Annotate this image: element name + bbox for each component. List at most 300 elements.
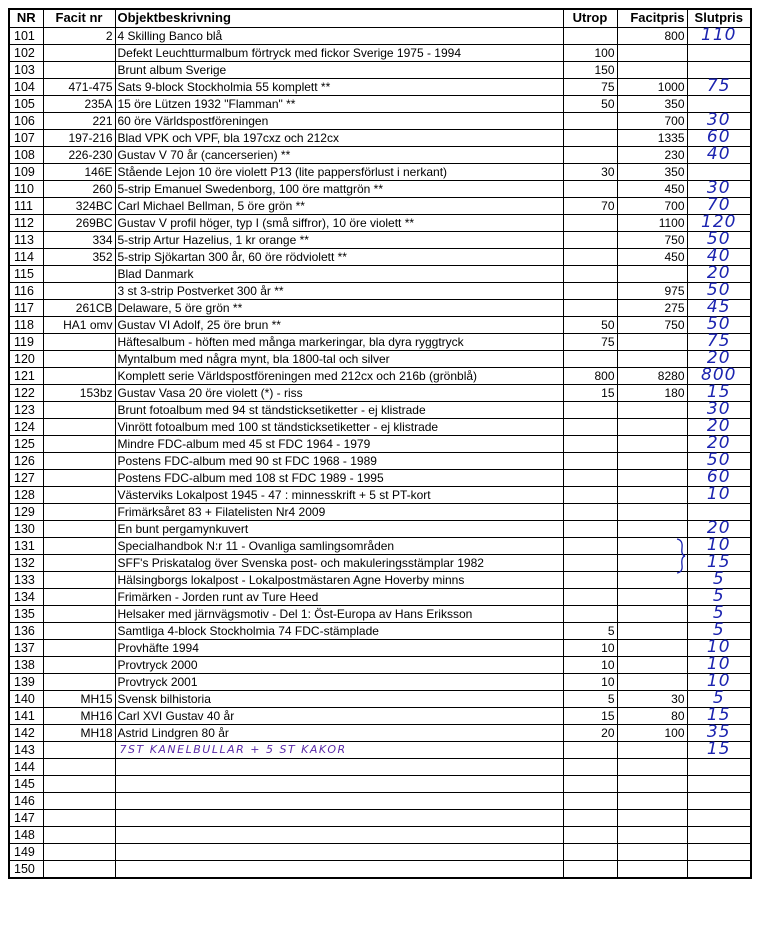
cell-facit-price: 450 bbox=[617, 248, 687, 265]
cell-facit-nr bbox=[43, 622, 115, 639]
cell-final-price: 5 bbox=[687, 588, 751, 605]
cell-facit-price: 275 bbox=[617, 299, 687, 316]
cell-final-price: 10 bbox=[687, 537, 751, 554]
cell-facit-nr bbox=[43, 792, 115, 809]
cell-start-price bbox=[563, 418, 617, 435]
cell-start-price bbox=[563, 571, 617, 588]
cell-facit-nr bbox=[43, 265, 115, 282]
cell-start-price bbox=[563, 554, 617, 571]
cell-description: Frimärksåret 83 + Filatelisten Nr4 2009 bbox=[115, 503, 563, 520]
cell-nr: 144 bbox=[9, 758, 43, 775]
cell-description bbox=[115, 775, 563, 792]
cell-facit-nr: MH15 bbox=[43, 690, 115, 707]
cell-nr: 104 bbox=[9, 78, 43, 95]
cell-description: Defekt Leuchtturmalbum förtryck med fickor Sverige 1975 - 1994 bbox=[115, 44, 563, 61]
cell-nr: 101 bbox=[9, 27, 43, 44]
cell-start-price bbox=[563, 452, 617, 469]
table-row bbox=[9, 214, 751, 231]
table-row bbox=[9, 197, 751, 214]
cell-start-price: 70 bbox=[563, 197, 617, 214]
cell-description: Specialhandbok N:r 11 - Ovanliga samlingsområden bbox=[115, 537, 563, 554]
cell-facit-nr bbox=[43, 61, 115, 78]
table-row bbox=[9, 350, 751, 367]
cell-facit-price: 975 bbox=[617, 282, 687, 299]
table-row bbox=[9, 792, 751, 809]
cell-description: Provhäfte 1994 bbox=[115, 639, 563, 656]
cell-start-price bbox=[563, 469, 617, 486]
cell-facit-price bbox=[617, 333, 687, 350]
cell-nr: 135 bbox=[9, 605, 43, 622]
header-facit-price: Facitpris bbox=[617, 9, 687, 27]
cell-start-price bbox=[563, 486, 617, 503]
cell-final-price bbox=[687, 843, 751, 860]
table-row bbox=[9, 673, 751, 690]
cell-final-price: 20 bbox=[687, 265, 751, 282]
cell-facit-nr bbox=[43, 588, 115, 605]
cell-final-price: 50 bbox=[687, 231, 751, 248]
cell-description bbox=[115, 843, 563, 860]
cell-final-price: 60 bbox=[687, 129, 751, 146]
table-row bbox=[9, 622, 751, 639]
cell-start-price bbox=[563, 350, 617, 367]
cell-facit-price: 350 bbox=[617, 163, 687, 180]
cell-description: Mindre FDC-album med 45 st FDC 1964 - 1979 bbox=[115, 435, 563, 452]
cell-facit-nr bbox=[43, 418, 115, 435]
cell-start-price bbox=[563, 605, 617, 622]
cell-start-price bbox=[563, 146, 617, 163]
cell-nr: 108 bbox=[9, 146, 43, 163]
table-row bbox=[9, 741, 751, 758]
cell-nr: 118 bbox=[9, 316, 43, 333]
cell-final-price: 30 bbox=[687, 112, 751, 129]
cell-nr: 117 bbox=[9, 299, 43, 316]
cell-facit-price bbox=[617, 775, 687, 792]
table-row bbox=[9, 486, 751, 503]
cell-description: Häftesalbum - höften med många markeringar, bla dyra ryggtryck bbox=[115, 333, 563, 350]
cell-start-price bbox=[563, 299, 617, 316]
cell-description: Gustav Vasa 20 öre violett (*) - riss bbox=[115, 384, 563, 401]
cell-description: Carl Michael Bellman, 5 öre grön ** bbox=[115, 197, 563, 214]
cell-facit-nr bbox=[43, 452, 115, 469]
table-row bbox=[9, 503, 751, 520]
cell-final-price: 20 bbox=[687, 435, 751, 452]
cell-description: 5-strip Emanuel Swedenborg, 100 öre mattgrön ** bbox=[115, 180, 563, 197]
cell-start-price: 15 bbox=[563, 707, 617, 724]
bracket-mark bbox=[676, 538, 686, 574]
cell-start-price bbox=[563, 826, 617, 843]
cell-facit-nr: 260 bbox=[43, 180, 115, 197]
cell-facit-price: 1000 bbox=[617, 78, 687, 95]
cell-nr: 106 bbox=[9, 112, 43, 129]
cell-description: Gustav VI Adolf, 25 öre brun ** bbox=[115, 316, 563, 333]
cell-start-price: 15 bbox=[563, 384, 617, 401]
cell-facit-nr bbox=[43, 656, 115, 673]
table-row bbox=[9, 469, 751, 486]
table-body bbox=[9, 27, 751, 878]
cell-description: Myntalbum med några mynt, bla 1800-tal och silver bbox=[115, 350, 563, 367]
cell-start-price bbox=[563, 248, 617, 265]
cell-nr: 122 bbox=[9, 384, 43, 401]
table-row bbox=[9, 656, 751, 673]
cell-start-price: 75 bbox=[563, 78, 617, 95]
cell-final-price: 15 bbox=[687, 554, 751, 571]
auction-results-table bbox=[8, 8, 752, 879]
cell-final-price: 75 bbox=[687, 78, 751, 95]
cell-facit-price bbox=[617, 622, 687, 639]
cell-final-price: 5 bbox=[687, 622, 751, 639]
table-row bbox=[9, 724, 751, 741]
cell-description: 5-strip Sjökartan 300 år, 60 öre rödviolett ** bbox=[115, 248, 563, 265]
cell-facit-nr bbox=[43, 809, 115, 826]
cell-final-price: 20 bbox=[687, 350, 751, 367]
cell-nr: 149 bbox=[9, 843, 43, 860]
table-row bbox=[9, 639, 751, 656]
cell-final-price: 50 bbox=[687, 316, 751, 333]
table-row bbox=[9, 316, 751, 333]
cell-description bbox=[115, 809, 563, 826]
cell-facit-nr bbox=[43, 44, 115, 61]
cell-facit-nr bbox=[43, 469, 115, 486]
cell-nr: 102 bbox=[9, 44, 43, 61]
cell-nr: 110 bbox=[9, 180, 43, 197]
table-row bbox=[9, 231, 751, 248]
cell-nr: 131 bbox=[9, 537, 43, 554]
cell-start-price bbox=[563, 180, 617, 197]
cell-facit-nr bbox=[43, 826, 115, 843]
cell-final-price: 60 bbox=[687, 469, 751, 486]
cell-start-price bbox=[563, 775, 617, 792]
cell-nr: 109 bbox=[9, 163, 43, 180]
cell-final-price: 15 bbox=[687, 741, 751, 758]
cell-final-price: 110 bbox=[687, 27, 751, 44]
table-row bbox=[9, 27, 751, 44]
header-start-price: Utrop bbox=[563, 9, 617, 27]
cell-final-price: 35 bbox=[687, 724, 751, 741]
cell-nr: 115 bbox=[9, 265, 43, 282]
cell-facit-price bbox=[617, 792, 687, 809]
table-row bbox=[9, 401, 751, 418]
cell-description: Brunt album Sverige bbox=[115, 61, 563, 78]
cell-facit-price: 700 bbox=[617, 112, 687, 129]
cell-nr: 133 bbox=[9, 571, 43, 588]
cell-description: 3 st 3-strip Postverket 300 år ** bbox=[115, 282, 563, 299]
header-description: Objektbeskrivning bbox=[115, 9, 563, 27]
cell-facit-price: 180 bbox=[617, 384, 687, 401]
cell-start-price bbox=[563, 231, 617, 248]
cell-nr: 129 bbox=[9, 503, 43, 520]
cell-nr: 126 bbox=[9, 452, 43, 469]
cell-final-price: 30 bbox=[687, 180, 751, 197]
cell-facit-nr: 352 bbox=[43, 248, 115, 265]
cell-nr: 112 bbox=[9, 214, 43, 231]
cell-start-price: 10 bbox=[563, 656, 617, 673]
cell-final-price: 15 bbox=[687, 384, 751, 401]
cell-nr: 114 bbox=[9, 248, 43, 265]
cell-nr: 132 bbox=[9, 554, 43, 571]
cell-description: Frimärken - Jorden runt av Ture Heed bbox=[115, 588, 563, 605]
cell-facit-nr: HA1 omv bbox=[43, 316, 115, 333]
cell-facit-nr bbox=[43, 741, 115, 758]
cell-facit-nr bbox=[43, 571, 115, 588]
table-row bbox=[9, 333, 751, 350]
table-row bbox=[9, 265, 751, 282]
table-row bbox=[9, 571, 751, 588]
cell-facit-nr: MH18 bbox=[43, 724, 115, 741]
cell-description bbox=[115, 792, 563, 809]
cell-facit-nr bbox=[43, 639, 115, 656]
cell-facit-price bbox=[617, 44, 687, 61]
table-row bbox=[9, 129, 751, 146]
cell-description: Blad VPK och VPF, bla 197cxz och 212cx bbox=[115, 129, 563, 146]
cell-nr: 119 bbox=[9, 333, 43, 350]
table-row bbox=[9, 61, 751, 78]
cell-start-price: 75 bbox=[563, 333, 617, 350]
table-row bbox=[9, 112, 751, 129]
cell-facit-price: 750 bbox=[617, 231, 687, 248]
cell-final-price bbox=[687, 775, 751, 792]
table-row bbox=[9, 95, 751, 112]
cell-final-price: 40 bbox=[687, 146, 751, 163]
cell-final-price: 70 bbox=[687, 197, 751, 214]
cell-final-price: 10 bbox=[687, 673, 751, 690]
cell-start-price: 10 bbox=[563, 673, 617, 690]
cell-description: Gustav V profil höger, typ I (små siffror), 10 öre violett ** bbox=[115, 214, 563, 231]
cell-facit-nr: MH16 bbox=[43, 707, 115, 724]
cell-description: Hälsingborgs lokalpost - Lokalpostmästaren Agne Hoverby minns bbox=[115, 571, 563, 588]
cell-description: 4 Skilling Banco blå bbox=[115, 27, 563, 44]
cell-description: Svensk bilhistoria bbox=[115, 690, 563, 707]
cell-start-price bbox=[563, 401, 617, 418]
cell-facit-price bbox=[617, 401, 687, 418]
cell-start-price: 50 bbox=[563, 316, 617, 333]
cell-facit-price bbox=[617, 673, 687, 690]
cell-nr: 123 bbox=[9, 401, 43, 418]
cell-final-price bbox=[687, 758, 751, 775]
cell-nr: 148 bbox=[9, 826, 43, 843]
cell-facit-nr bbox=[43, 537, 115, 554]
cell-description bbox=[115, 826, 563, 843]
cell-start-price bbox=[563, 282, 617, 299]
table-row bbox=[9, 248, 751, 265]
cell-nr: 120 bbox=[9, 350, 43, 367]
cell-facit-price: 30 bbox=[617, 690, 687, 707]
cell-nr: 103 bbox=[9, 61, 43, 78]
cell-facit-price bbox=[617, 265, 687, 282]
cell-description: Delaware, 5 öre grön ** bbox=[115, 299, 563, 316]
cell-facit-nr bbox=[43, 843, 115, 860]
cell-nr: 124 bbox=[9, 418, 43, 435]
cell-final-price: 45 bbox=[687, 299, 751, 316]
cell-description: Sats 9-block Stockholmia 55 komplett ** bbox=[115, 78, 563, 95]
cell-start-price bbox=[563, 503, 617, 520]
cell-facit-price bbox=[617, 588, 687, 605]
cell-nr: 105 bbox=[9, 95, 43, 112]
cell-start-price: 5 bbox=[563, 690, 617, 707]
table-row bbox=[9, 775, 751, 792]
cell-final-price: 20 bbox=[687, 418, 751, 435]
table-row bbox=[9, 384, 751, 401]
cell-facit-nr: 221 bbox=[43, 112, 115, 129]
cell-facit-price bbox=[617, 656, 687, 673]
cell-facit-nr: 153bz bbox=[43, 384, 115, 401]
cell-facit-nr bbox=[43, 503, 115, 520]
cell-final-price: 20 bbox=[687, 520, 751, 537]
cell-nr: 136 bbox=[9, 622, 43, 639]
cell-start-price bbox=[563, 860, 617, 878]
cell-nr: 134 bbox=[9, 588, 43, 605]
table-row bbox=[9, 163, 751, 180]
cell-final-price bbox=[687, 860, 751, 878]
cell-facit-nr bbox=[43, 860, 115, 878]
cell-nr: 145 bbox=[9, 775, 43, 792]
cell-description: Gustav V 70 år (cancerserien) ** bbox=[115, 146, 563, 163]
cell-final-price: 10 bbox=[687, 656, 751, 673]
cell-facit-price bbox=[617, 418, 687, 435]
cell-nr: 111 bbox=[9, 197, 43, 214]
cell-start-price: 150 bbox=[563, 61, 617, 78]
cell-nr: 142 bbox=[9, 724, 43, 741]
cell-description: SFF's Priskatalog över Svenska post- och makuleringsstämplar 1982 bbox=[115, 554, 563, 571]
cell-nr: 139 bbox=[9, 673, 43, 690]
cell-facit-nr bbox=[43, 401, 115, 418]
cell-description: Samtliga 4-block Stockholmia 74 FDC-stämplade bbox=[115, 622, 563, 639]
table-row bbox=[9, 418, 751, 435]
table-row bbox=[9, 690, 751, 707]
cell-facit-price bbox=[617, 469, 687, 486]
cell-facit-price: 1335 bbox=[617, 129, 687, 146]
cell-facit-price: 1100 bbox=[617, 214, 687, 231]
header-final-price: Slutpris bbox=[687, 9, 751, 27]
cell-start-price bbox=[563, 809, 617, 826]
cell-start-price bbox=[563, 265, 617, 282]
cell-facit-price bbox=[617, 350, 687, 367]
cell-facit-price bbox=[617, 486, 687, 503]
cell-facit-nr: 334 bbox=[43, 231, 115, 248]
cell-start-price bbox=[563, 435, 617, 452]
cell-start-price bbox=[563, 214, 617, 231]
cell-final-price: 15 bbox=[687, 707, 751, 724]
cell-facit-price bbox=[617, 61, 687, 78]
cell-description: Komplett serie Världspostföreningen med 212cx och 216b (grönblå) bbox=[115, 367, 563, 384]
cell-nr: 116 bbox=[9, 282, 43, 299]
cell-start-price bbox=[563, 741, 617, 758]
table-row bbox=[9, 826, 751, 843]
cell-final-price bbox=[687, 826, 751, 843]
cell-start-price bbox=[563, 129, 617, 146]
cell-nr: 147 bbox=[9, 809, 43, 826]
cell-final-price bbox=[687, 809, 751, 826]
cell-facit-price bbox=[617, 452, 687, 469]
cell-facit-nr: 226-230 bbox=[43, 146, 115, 163]
table-row bbox=[9, 435, 751, 452]
cell-facit-price bbox=[617, 520, 687, 537]
cell-start-price: 100 bbox=[563, 44, 617, 61]
cell-nr: 107 bbox=[9, 129, 43, 146]
cell-final-price: 5 bbox=[687, 571, 751, 588]
table-row bbox=[9, 707, 751, 724]
cell-facit-price bbox=[617, 860, 687, 878]
cell-final-price: 800 bbox=[687, 367, 751, 384]
cell-nr: 150 bbox=[9, 860, 43, 878]
cell-facit-price: 800 bbox=[617, 27, 687, 44]
cell-description: Provtryck 2000 bbox=[115, 656, 563, 673]
cell-facit-nr: 197-216 bbox=[43, 129, 115, 146]
cell-facit-price: 8280 bbox=[617, 367, 687, 384]
cell-description: 60 öre Världspostföreningen bbox=[115, 112, 563, 129]
table-row bbox=[9, 520, 751, 537]
cell-final-price: 10 bbox=[687, 486, 751, 503]
cell-start-price bbox=[563, 758, 617, 775]
cell-start-price bbox=[563, 112, 617, 129]
cell-facit-nr bbox=[43, 282, 115, 299]
table-row bbox=[9, 860, 751, 878]
cell-description: Helsaker med järnvägsmotiv - Del 1: Öst-Europa av Hans Eriksson bbox=[115, 605, 563, 622]
cell-final-price: 40 bbox=[687, 248, 751, 265]
cell-nr: 140 bbox=[9, 690, 43, 707]
cell-facit-price bbox=[617, 758, 687, 775]
cell-facit-price: 750 bbox=[617, 316, 687, 333]
cell-facit-nr: 261CB bbox=[43, 299, 115, 316]
table-row bbox=[9, 180, 751, 197]
cell-nr: 127 bbox=[9, 469, 43, 486]
cell-description: Postens FDC-album med 108 st FDC 1989 - 1995 bbox=[115, 469, 563, 486]
cell-final-price bbox=[687, 792, 751, 809]
cell-start-price bbox=[563, 588, 617, 605]
cell-final-price: 30 bbox=[687, 401, 751, 418]
cell-final-price: 120 bbox=[687, 214, 751, 231]
cell-facit-nr bbox=[43, 333, 115, 350]
cell-nr: 137 bbox=[9, 639, 43, 656]
cell-facit-nr: 471-475 bbox=[43, 78, 115, 95]
table-row bbox=[9, 605, 751, 622]
table-row bbox=[9, 282, 751, 299]
table-row bbox=[9, 367, 751, 384]
header-facit-nr: Facit nr bbox=[43, 9, 115, 27]
cell-facit-price bbox=[617, 435, 687, 452]
cell-description: Postens FDC-album med 90 st FDC 1968 - 1989 bbox=[115, 452, 563, 469]
cell-description: Vinrött fotoalbum med 100 st tändsticksetiketter - ej klistrade bbox=[115, 418, 563, 435]
cell-facit-nr bbox=[43, 350, 115, 367]
cell-start-price: 20 bbox=[563, 724, 617, 741]
cell-description: 15 öre Lützen 1932 "Flamman" ** bbox=[115, 95, 563, 112]
header-nr: NR bbox=[9, 9, 43, 27]
cell-start-price: 5 bbox=[563, 622, 617, 639]
cell-facit-nr bbox=[43, 367, 115, 384]
cell-facit-nr bbox=[43, 775, 115, 792]
cell-description: 5-strip Artur Hazelius, 1 kr orange ** bbox=[115, 231, 563, 248]
table-row bbox=[9, 537, 751, 554]
cell-final-price: 10 bbox=[687, 639, 751, 656]
cell-description: Brunt fotoalbum med 94 st tändsticksetiketter - ej klistrade bbox=[115, 401, 563, 418]
cell-start-price bbox=[563, 520, 617, 537]
cell-facit-nr: 269BC bbox=[43, 214, 115, 231]
cell-nr: 128 bbox=[9, 486, 43, 503]
cell-start-price bbox=[563, 843, 617, 860]
table-row bbox=[9, 299, 751, 316]
cell-nr: 121 bbox=[9, 367, 43, 384]
cell-facit-price: 100 bbox=[617, 724, 687, 741]
cell-final-price: 5 bbox=[687, 605, 751, 622]
cell-facit-price: 700 bbox=[617, 197, 687, 214]
cell-description: Stående Lejon 10 öre violett P13 (lite pappersförlust i nerkant) bbox=[115, 163, 563, 180]
cell-description: En bunt pergamynkuvert bbox=[115, 520, 563, 537]
cell-final-price bbox=[687, 44, 751, 61]
cell-description: Blad Danmark bbox=[115, 265, 563, 282]
cell-facit-price: 350 bbox=[617, 95, 687, 112]
cell-facit-nr bbox=[43, 605, 115, 622]
cell-facit-price bbox=[617, 503, 687, 520]
cell-nr: 146 bbox=[9, 792, 43, 809]
